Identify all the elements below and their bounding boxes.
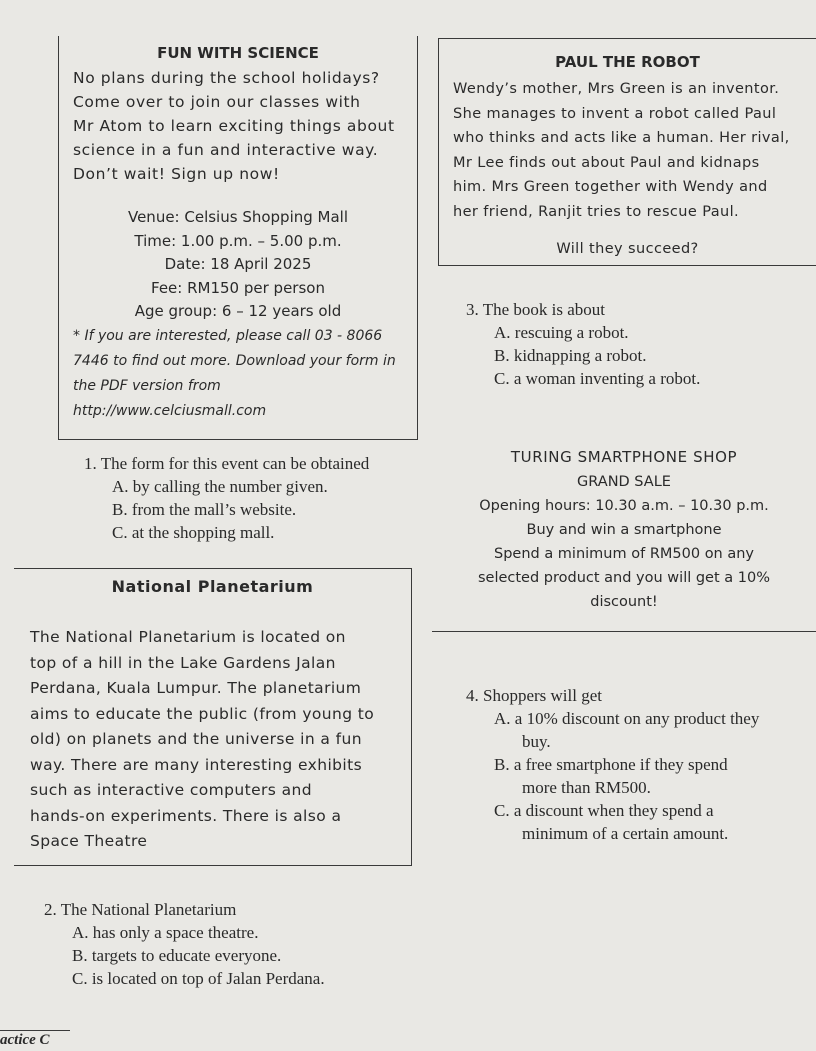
question-4-option-c-cont: minimum of a certain amount. <box>522 824 729 843</box>
question-1-option-c: C. at the shopping mall. <box>112 523 275 542</box>
grand-sale: GRAND SALE <box>577 474 671 490</box>
promo-line: Spend a minimum of RM500 on any <box>493 546 755 562</box>
fun-with-science-box <box>58 36 418 440</box>
question-1-option-a: A. by calling the number given. <box>112 477 328 496</box>
ptr-line: She manages to invent a robot called Paul <box>453 105 777 122</box>
np-line: such as interactive computers and <box>30 781 312 799</box>
promo-line: discount! <box>590 594 658 610</box>
fee: Fee: RM150 per person <box>151 278 325 297</box>
question-1-stem: 1. The form for this event can be obtained <box>84 454 370 473</box>
promo-line: Buy and win a smartphone <box>526 522 722 538</box>
question-4-option-b: B. a free smartphone if they spend <box>494 755 728 774</box>
question-4-option-a-cont: buy. <box>522 732 551 751</box>
fun-with-science-body <box>73 66 413 186</box>
note-line: the PDF version from <box>73 378 221 394</box>
paul-the-robot-title: PAUL THE ROBOT <box>555 53 700 71</box>
fws-line: Come over to join our classes with <box>73 93 361 111</box>
question-4-option-a: A. a 10% discount on any product they <box>494 709 760 728</box>
question-2-option-b: B. targets to educate everyone. <box>72 946 282 965</box>
note-line: 7446 to find out more. Download your form in <box>73 353 396 369</box>
opening-hours: Opening hours: 10.30 a.m. – 10.30 p.m. <box>479 498 769 514</box>
footer-label: actice C <box>0 1030 70 1049</box>
date: Date: 18 April 2025 <box>164 255 312 273</box>
fws-line: science in a fun and interactive way. <box>73 141 379 159</box>
paul-the-robot-body <box>453 77 811 224</box>
paul-the-robot-question: Will they succeed? <box>556 241 699 257</box>
enquiry-note <box>73 324 413 424</box>
np-line: old) on planets and the universe in a fun <box>30 730 362 748</box>
time: Time: 1.00 p.m. – 5.00 p.m. <box>134 231 342 250</box>
turing-shop-box <box>432 438 816 632</box>
question-2 <box>44 898 325 990</box>
question-4 <box>466 684 816 845</box>
question-3 <box>466 298 700 390</box>
question-3-option-a: A. rescuing a robot. <box>494 323 629 342</box>
ptr-line: Mr Lee finds out about Paul and kidnaps <box>453 154 760 171</box>
question-2-option-c: C. is located on top of Jalan Perdana. <box>72 969 325 988</box>
fws-line: No plans during the school holidays? <box>73 69 380 87</box>
question-1-option-b: B. from the mall’s website. <box>112 500 297 519</box>
national-planetarium-box <box>14 568 412 866</box>
national-planetarium-title: National Planetarium <box>111 577 314 596</box>
question-2-stem: 2. The National Planetarium <box>44 900 237 919</box>
ptr-line: her friend, Ranjit tries to rescue Paul. <box>453 203 740 220</box>
question-1 <box>84 452 369 544</box>
fws-line: Don’t wait! Sign up now! <box>73 165 280 183</box>
np-line: top of a hill in the Lake Gardens Jalan <box>30 653 336 672</box>
national-planetarium-body <box>30 625 402 855</box>
website-url: http://www.celciusmall.com <box>73 403 267 419</box>
question-3-option-b: B. kidnapping a robot. <box>494 346 647 365</box>
np-line: Space Theatre <box>30 832 148 850</box>
fws-line: Mr Atom to learn exciting things about <box>73 117 395 135</box>
fun-with-science-title: FUN WITH SCIENCE <box>157 44 319 62</box>
turing-shop-body <box>432 470 816 614</box>
question-3-option-c: C. a woman inventing a robot. <box>494 369 701 388</box>
venue: Venue: Celsius Shopping Mall <box>127 208 348 226</box>
np-line: Perdana, Kuala Lumpur. The planetarium <box>30 679 362 697</box>
question-4-option-c: C. a discount when they spend a <box>494 801 714 820</box>
turing-shop-title: TURING SMARTPHONE SHOP <box>510 448 738 466</box>
question-4-option-b-cont: more than RM500. <box>522 778 651 797</box>
ptr-line: who thinks and acts like a human. Her rival, <box>453 130 790 146</box>
ptr-line: him. Mrs Green together with Wendy and <box>453 179 768 195</box>
question-3-stem: 3. The book is about <box>466 300 605 319</box>
promo-line: selected product and you will get a 10% <box>477 570 771 586</box>
note-line: * If you are interested, please call 03 - 8066 <box>73 328 383 344</box>
question-2-option-a: A. has only a space theatre. <box>72 923 259 942</box>
paul-the-robot-box <box>438 38 816 266</box>
np-line: The National Planetarium is located on <box>30 628 346 646</box>
np-line: way. There are many interesting exhibits <box>30 755 363 774</box>
question-4-stem: 4. Shoppers will get <box>466 686 602 705</box>
np-line: hands-on experiments. There is also a <box>30 806 342 825</box>
ptr-line: Wendy’s mother, Mrs Green is an inventor. <box>453 81 780 97</box>
age-group: Age group: 6 – 12 years old <box>134 302 342 320</box>
np-line: aims to educate the public (from young to <box>30 704 375 723</box>
event-details <box>59 206 417 324</box>
